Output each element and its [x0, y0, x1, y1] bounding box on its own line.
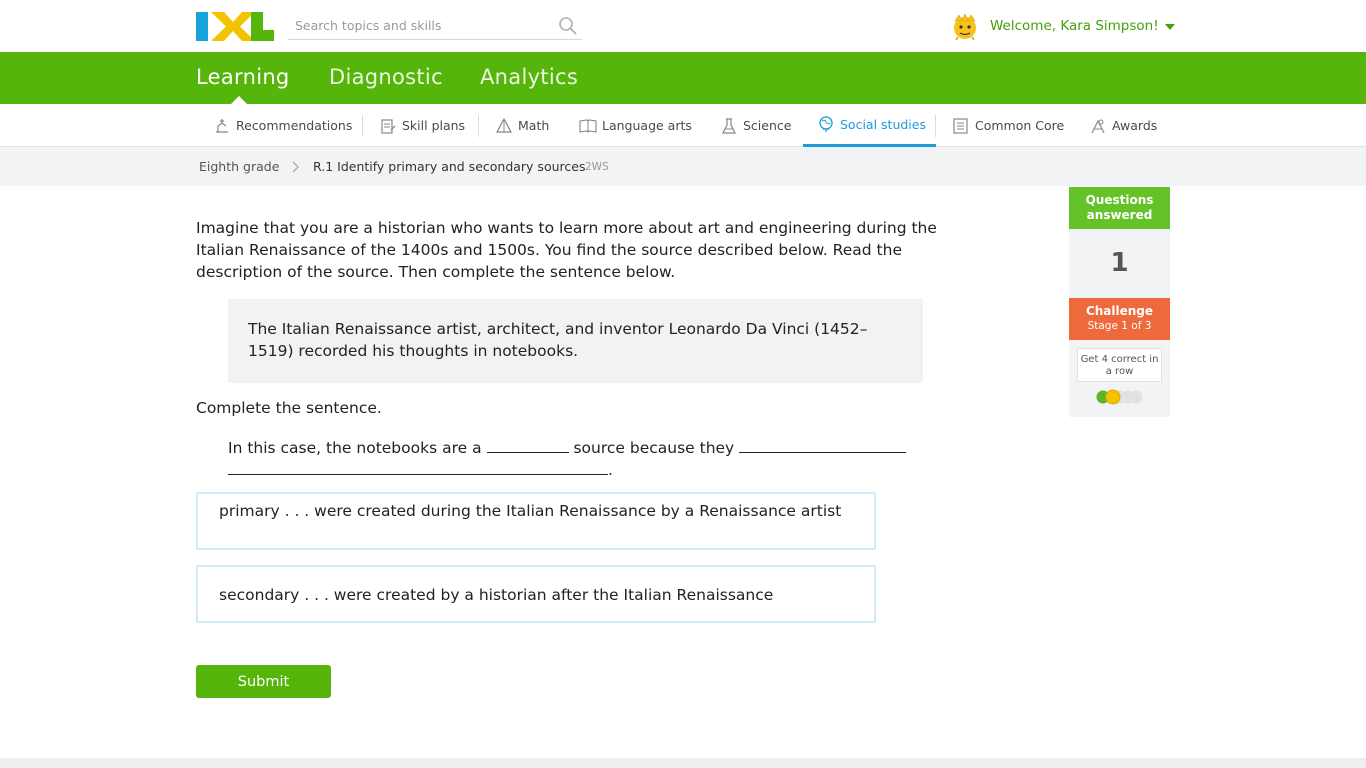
subnav-social-studies[interactable]	[803, 104, 936, 147]
skill-code: 2WS	[585, 161, 609, 173]
tab-analytics[interactable]: Analytics	[480, 65, 579, 89]
subnav-common-core[interactable]	[952, 104, 1064, 147]
search-input[interactable]	[288, 14, 548, 36]
challenge-goal: Get 4 correct in a row	[1077, 348, 1162, 382]
divider	[478, 115, 479, 137]
subnav-label: Science	[743, 118, 792, 133]
divider	[935, 115, 936, 137]
subnav-label: Awards	[1112, 118, 1158, 133]
tab-diagnostic[interactable]: Diagnostic	[329, 65, 443, 89]
questions-answered-count: 1	[1069, 229, 1170, 298]
source-description: The Italian Renaissance artist, architect, and inventor Leonardo Da Vinci (1452–1519) recorded his thoughts in notebooks.	[248, 320, 868, 360]
answer-choice[interactable]: secondary . . . were created by a historian after the Italian Renaissance	[196, 565, 876, 623]
source-description-box	[228, 299, 923, 383]
search-icon[interactable]	[558, 16, 578, 36]
chevron-down-icon[interactable]	[1165, 24, 1175, 30]
challenge-header	[1069, 298, 1170, 340]
math-icon	[495, 117, 513, 135]
answer-blank-2-continued	[228, 459, 608, 475]
challenge-body	[1069, 340, 1170, 417]
sentence-end: .	[608, 461, 613, 479]
subnav-math[interactable]	[495, 104, 549, 147]
subnav-skill-plans[interactable]	[379, 104, 465, 147]
challenge-title: Challenge	[1085, 304, 1154, 318]
top-bar	[0, 0, 1366, 52]
questions-answered-label: Questions answered	[1069, 187, 1170, 229]
divider	[362, 115, 363, 137]
subnav-language-arts[interactable]	[579, 104, 692, 147]
science-icon	[720, 117, 738, 135]
language-arts-icon	[579, 117, 597, 135]
active-tab-indicator	[231, 96, 247, 104]
welcome-text[interactable]: Welcome, Kara Simpson!	[990, 18, 1159, 34]
footer-strip	[0, 758, 1366, 768]
sentence-part-2: source because they	[573, 439, 735, 457]
avatar	[950, 11, 980, 41]
subnav-label: Language arts	[602, 118, 692, 133]
breadcrumb-skill: R.1 Identify primary and secondary sources	[313, 159, 586, 174]
chevron-right-icon	[290, 161, 300, 173]
subject-nav	[0, 104, 1366, 147]
challenge-progress-dots	[1069, 389, 1170, 405]
subnav-recommendations[interactable]	[213, 104, 352, 147]
common-core-icon	[952, 117, 970, 135]
subnav-science[interactable]	[720, 104, 791, 147]
progress-dot	[1130, 391, 1143, 404]
breadcrumb-grade[interactable]: Eighth grade	[199, 159, 280, 174]
recommendations-icon	[213, 117, 231, 135]
sentence-part-1: In this case, the notebooks are a	[228, 439, 482, 457]
score-panel	[1069, 187, 1170, 417]
skill-plans-icon	[379, 117, 397, 135]
subnav-awards[interactable]	[1089, 104, 1157, 147]
subnav-label: Skill plans	[402, 118, 466, 133]
awards-icon	[1089, 117, 1107, 135]
search-bar	[288, 10, 582, 40]
answer-choice[interactable]: primary . . . were created during the Italian Renaissance by a Renaissance artist	[196, 492, 876, 550]
subnav-label: Social studies	[840, 116, 926, 132]
fill-in-sentence	[228, 437, 928, 481]
social-studies-icon	[817, 115, 835, 133]
breadcrumb	[0, 147, 1366, 186]
subnav-label: Common Core	[975, 118, 1065, 133]
challenge-stage: Stage 1 of 3	[1087, 320, 1152, 332]
account-menu[interactable]	[950, 11, 1175, 41]
question-instruction: Complete the sentence.	[196, 399, 382, 417]
subnav-label: Math	[518, 118, 550, 133]
submit-button[interactable]: Submit	[196, 665, 331, 698]
main-nav	[0, 52, 1366, 104]
answer-blank-1	[487, 437, 569, 453]
subnav-label: Recommendations	[236, 118, 353, 133]
progress-dot-current	[1106, 390, 1120, 404]
ixl-logo[interactable]	[196, 12, 274, 41]
tab-learning[interactable]: Learning	[196, 65, 290, 89]
answer-blank-2	[739, 437, 906, 453]
question-prompt: Imagine that you are a historian who wants to learn more about art and engineering during the Italian Renaissance of the 1400s and 1500s. You find the source described below. Read the description of the source. Then complete the sentence below.	[196, 219, 937, 281]
